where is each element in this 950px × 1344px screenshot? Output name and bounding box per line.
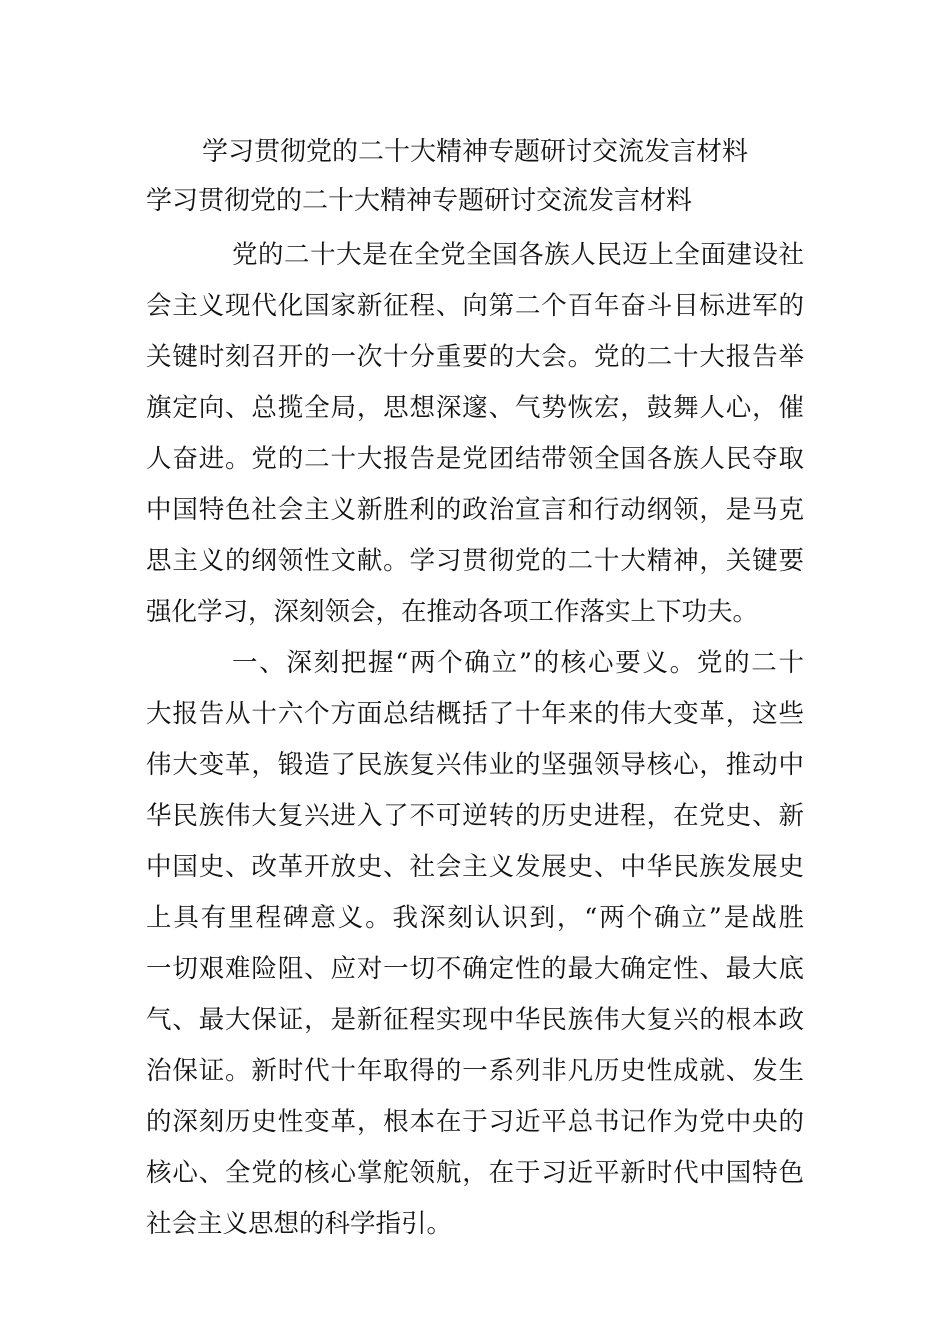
paragraph-line: 治保证。新时代十年取得的一系列非凡历史性成就、发生 — [146, 1056, 804, 1086]
document-body — [146, 230, 804, 1250]
paragraph-line: 会主义现代化国家新征程、向第二个百年奋斗目标进军的 — [146, 291, 804, 321]
paragraph-line: 关键时刻召开的一次十分重要的大会。党的二十大报告举 — [146, 342, 804, 372]
paragraph-line: 中国特色社会主义新胜利的政治宣言和行动纲领，是马克 — [146, 495, 804, 525]
paragraph-intro — [146, 230, 804, 638]
paragraph-line: 伟大变革，锻造了民族复兴伟业的坚强领导核心，推动中 — [146, 750, 804, 780]
paragraph-line: 党的二十大是在全党全国各族人民迈上全面建设社 — [232, 240, 804, 270]
paragraph-line: 大报告从十六个方面总结概括了十年来的伟大变革，这些 — [146, 699, 804, 729]
paragraph-line: 一、深刻把握“两个确立”的核心要义。党的二十 — [232, 648, 804, 678]
document-title: 学习贯彻党的二十大精神专题研讨交流发言材料 — [201, 137, 748, 167]
paragraph-line: 一切艰难险阻、应对一切不确定性的最大确定性、最大底 — [146, 954, 804, 984]
paragraph-line: 华民族伟大复兴进入了不可逆转的历史进程，在党史、新 — [146, 801, 804, 831]
paragraph-line: 的深刻历史性变革，根本在于习近平总书记作为党中央的 — [146, 1107, 804, 1137]
paragraph-line: 核心、全党的核心掌舵领航，在于习近平新时代中国特色 — [146, 1158, 804, 1188]
paragraph-line: 思主义的纲领性文献。学习贯彻党的二十大精神，关键要 — [146, 546, 804, 576]
document-subtitle: 学习贯彻党的二十大精神专题研讨交流发言材料 — [146, 186, 693, 216]
paragraph-line: 强化学习，深刻领会，在推动各项工作落实上下功夫。 — [146, 597, 759, 627]
paragraph-section-one — [146, 638, 804, 1250]
paragraph-line: 中国史、改革开放史、社会主义发展史、中华民族发展史 — [146, 852, 804, 882]
paragraph-line: 人奋进。党的二十大报告是党团结带领全国各族人民夺取 — [146, 444, 804, 474]
paragraph-line: 社会主义思想的科学指引。 — [146, 1209, 453, 1239]
paragraph-line: 旗定向、总揽全局，思想深邃、气势恢宏，鼓舞人心，催 — [146, 393, 804, 423]
paragraph-line: 上具有里程碑意义。我深刻认识到，“两个确立”是战胜 — [146, 903, 804, 933]
paragraph-line: 气、最大保证，是新征程实现中华民族伟大复兴的根本政 — [146, 1005, 804, 1035]
